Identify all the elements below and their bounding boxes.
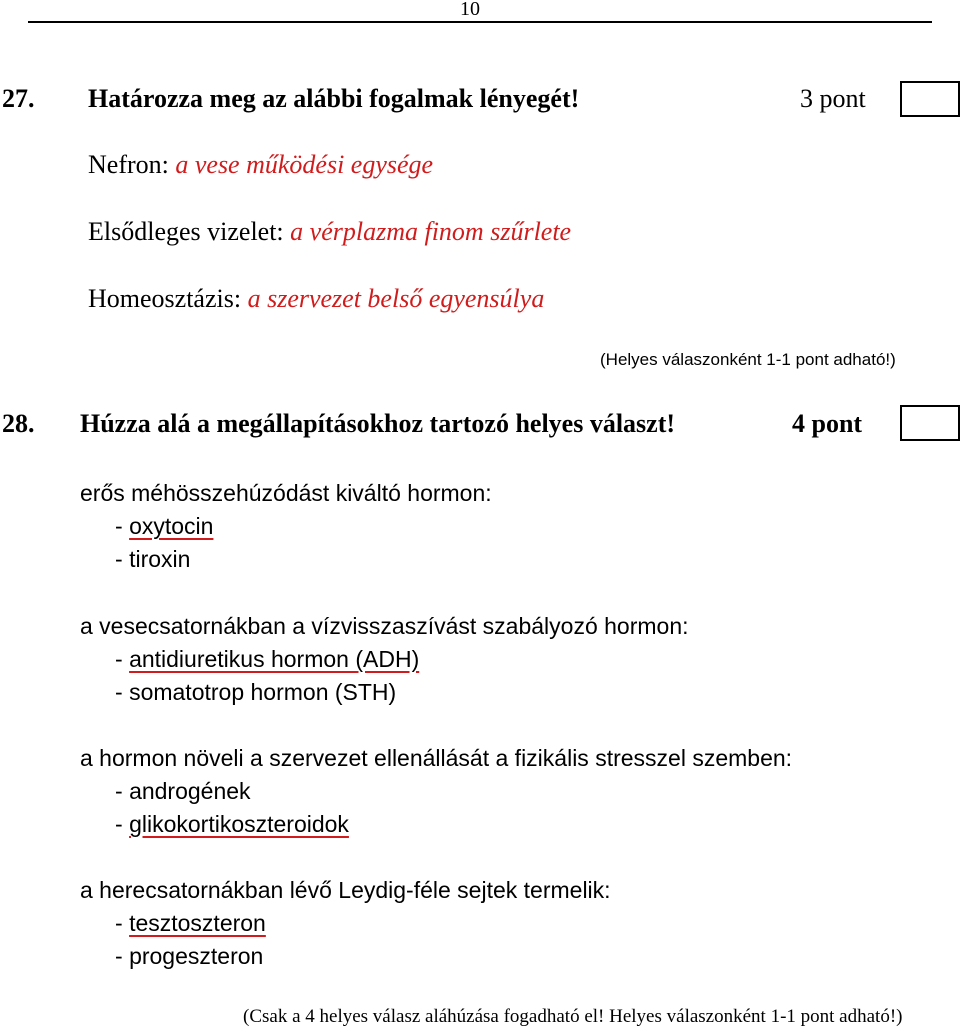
option-text: tesztoszteron [129,910,266,936]
q27-points: 3 pont [800,84,866,113]
option-text: glikokortikoszteroidok [129,811,349,837]
option-item[interactable] [115,546,190,573]
dash: - [115,910,130,936]
q27-item-nefron [88,150,433,180]
option-item[interactable] [115,646,419,673]
q27-item-primary-urine [88,217,571,247]
dash: - [115,513,130,539]
q28-group-prompt: a herecsatornákban lévő Leydig-féle sejtek termelik: [80,877,611,903]
option-text: antidiuretikus hormon (ADH) [129,646,420,672]
q28-scoring-note: (Csak a 4 helyes válasz aláhúzása fogadható el! Helyes válaszonként 1-1 pont adható!) [243,1006,903,1027]
answer-text: a szervezet belső egyensúlya [247,284,545,313]
q27-title: Határozza meg az alábbi fogalmak lényegét! [88,84,580,113]
option-item[interactable] [115,513,213,540]
dash: - [115,679,130,705]
option-text: androgének [129,778,251,804]
q27-score-box[interactable] [900,81,960,117]
option-item[interactable] [115,679,396,706]
q28-title: Húzza alá a megállapításokhoz tartozó helyes választ! [80,409,676,438]
q27-scoring-note: (Helyes válaszonként 1-1 pont adható!) [600,350,896,369]
q28-score-box[interactable] [900,405,960,441]
answer-text: a vérplazma finom szűrlete [290,217,572,246]
term-label: Elsődleges vizelet: [88,217,291,246]
dash: - [115,546,130,572]
option-item[interactable] [115,943,263,970]
option-item[interactable] [115,778,251,805]
option-text: somatotrop hormon (STH) [129,679,397,705]
term-label: Homeosztázis: [88,284,248,313]
q28-group-prompt: a hormon növeli a szervezet ellenállását a fizikális stresszel szemben: [80,745,793,771]
q28-number: 28. [2,409,35,438]
q27-number: 27. [2,84,35,113]
option-text: oxytocin [129,513,214,539]
answer-text: a vese működési egysége [175,150,434,179]
q28-points: 4 pont [792,409,863,438]
dash: - [115,646,130,672]
option-text: tiroxin [129,546,191,572]
term-label: Nefron: [88,150,176,179]
dash: - [115,778,130,804]
dash: - [115,943,130,969]
dash: - [115,811,130,837]
page-number: 10 [460,0,480,20]
option-item[interactable] [115,811,349,838]
q28-group-prompt: a vesecsatornákban a vízvisszaszívást szabályozó hormon: [80,613,689,639]
option-item[interactable] [115,910,266,937]
option-text: progeszteron [129,943,264,969]
q27-item-homeostasis [88,284,544,314]
header-rule [28,21,932,23]
q28-group-prompt: erős méhösszehúzódást kiváltó hormon: [80,480,492,506]
